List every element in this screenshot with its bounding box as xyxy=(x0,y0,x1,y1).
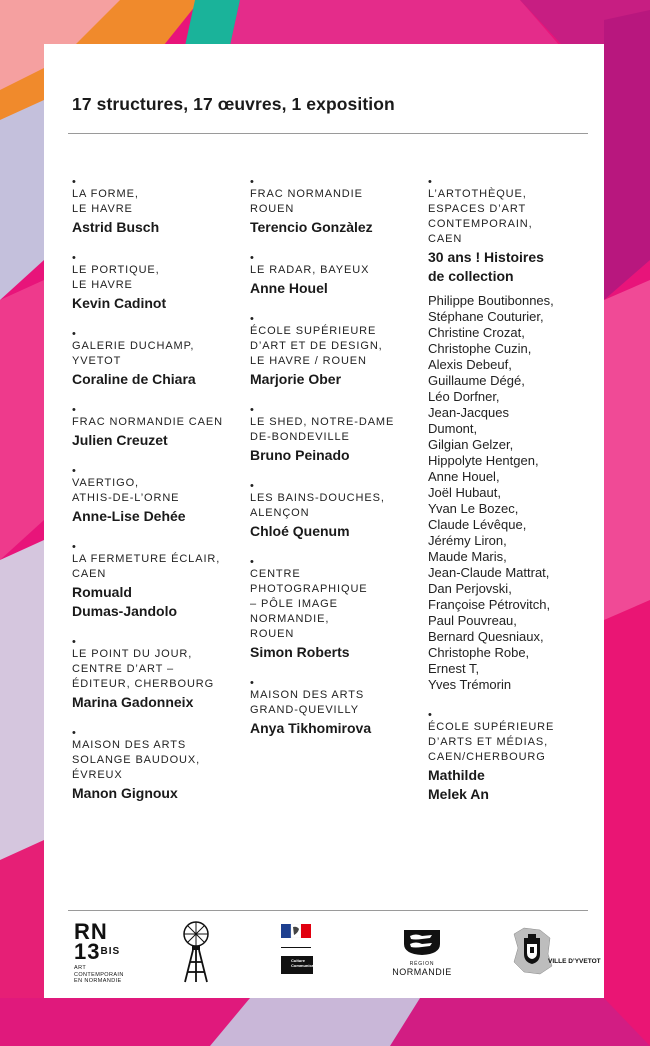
artist-list-item: Hippolyte Hentgen, xyxy=(428,453,539,468)
yvetot-name: VILLE D’YVETOT xyxy=(548,958,601,965)
exhibition-entry xyxy=(428,710,598,803)
artist-name: Simon Roberts xyxy=(250,644,350,660)
exhibition-entry xyxy=(250,314,420,388)
artist-name: Chloé Quenum xyxy=(250,523,350,539)
venue-line: YVETOT xyxy=(72,355,122,367)
artist-list-item: Jérémy Liron, xyxy=(428,533,507,548)
exhibition-entry xyxy=(250,481,420,540)
venue-line: ROUEN xyxy=(250,203,295,215)
artist-name: Romuald xyxy=(72,584,132,600)
bullet-icon: • xyxy=(72,252,76,264)
exhibition-entry xyxy=(250,177,420,236)
title-divider xyxy=(68,133,588,134)
marianne-icon xyxy=(281,924,311,938)
exhibition-entry xyxy=(428,177,598,693)
rn13-line2-wrap xyxy=(74,939,124,964)
exhibition-entry xyxy=(72,637,242,711)
venue-line: VAERTIGO, xyxy=(72,477,139,489)
venue-line: ALENÇON xyxy=(250,507,310,519)
rn13-line1: RN xyxy=(74,919,108,944)
bullet-icon: • xyxy=(250,556,254,568)
venue-line: LE HAVRE / ROUEN xyxy=(250,355,367,367)
venue-line: LE RADAR, BAYEUX xyxy=(250,264,370,276)
bullet-icon: • xyxy=(250,176,254,188)
venue-line: ESPACES D’ART xyxy=(428,203,527,215)
exhibition-entry xyxy=(72,728,242,802)
ministry-line1: Culture xyxy=(291,958,305,963)
ministry-culture-logo xyxy=(281,924,322,974)
artist-name: Coraline de Chiara xyxy=(72,371,196,387)
artist-list-item: Bernard Quesniaux, xyxy=(428,629,544,644)
exhibition-entry xyxy=(72,329,242,388)
venue-line: CAEN xyxy=(72,568,107,580)
venue-line: ÉCOLE SUPÉRIEURE xyxy=(428,721,555,733)
venue-line: ÉVREUX xyxy=(72,769,123,781)
artist-list-item: Paul Pouvreau, xyxy=(428,613,517,628)
artist-name: Julien Creuzet xyxy=(72,432,168,448)
artist-list-item: Maude Maris, xyxy=(428,549,507,564)
artist-list xyxy=(428,293,598,693)
bullet-icon: • xyxy=(250,480,254,492)
venue-line: GRAND-QUEVILLY xyxy=(250,704,359,716)
venue-line: DE-BONDEVILLE xyxy=(250,431,350,443)
venue-line: FRAC NORMANDIE xyxy=(250,188,363,200)
region-name: NORMANDIE xyxy=(392,967,452,977)
venue-line: LES BAINS-DOUCHES, xyxy=(250,492,385,504)
bullet-icon: • xyxy=(250,404,254,416)
bullet-icon: • xyxy=(72,541,76,553)
venue-line: LE HAVRE xyxy=(72,279,133,291)
bullet-icon: • xyxy=(72,328,76,340)
yvetot-map-crest-icon xyxy=(510,924,554,976)
normandy-lions-icon xyxy=(402,928,442,956)
artist-list-item: Christophe Robe, xyxy=(428,645,530,660)
exhibition-entry xyxy=(72,405,242,449)
bullet-icon: • xyxy=(72,404,76,416)
venue-line: PHOTOGRAPHIQUE xyxy=(250,583,368,595)
bullet-icon: • xyxy=(72,465,76,477)
venue-line: CENTRE D’ART – xyxy=(72,663,175,675)
column-2 xyxy=(250,177,420,754)
artist-list-item: Jean-Jacques xyxy=(428,405,509,420)
venue-line: FRAC NORMANDIE CAEN xyxy=(72,416,223,428)
artist-name: Marina Gadonneix xyxy=(72,694,194,710)
artist-list-item: Guillaume Dégé, xyxy=(428,373,525,388)
artist-list-item: Joël Hubaut, xyxy=(428,485,501,500)
bullet-icon: • xyxy=(250,252,254,264)
venue-line: LE POINT DU JOUR, xyxy=(72,648,193,660)
artist-list-item: Claude Lévêque, xyxy=(428,517,527,532)
artist-list-item: Yves Trémorin xyxy=(428,677,512,692)
venue-line: NORMANDIE, xyxy=(250,613,330,625)
logos-divider xyxy=(68,910,588,911)
bullet-icon: • xyxy=(72,636,76,648)
artist-list-item: Stéphane Couturier, xyxy=(428,309,544,324)
rn13-tag-1: ART xyxy=(74,965,87,971)
content-card xyxy=(44,44,604,998)
artist-name: Marjorie Ober xyxy=(250,371,342,387)
artist-name: Anne Houel xyxy=(250,280,328,296)
exhibition-entry xyxy=(72,542,242,620)
artist-name: Anya Tikhomirova xyxy=(250,720,372,736)
venue-line: L’ARTOTHÈQUE, xyxy=(428,188,527,200)
exhibition-entry xyxy=(250,253,420,297)
artist-list-item: Christophe Cuzin, xyxy=(428,341,532,356)
column-1 xyxy=(72,177,242,819)
venue-line: ÉDITEUR, CHERBOURG xyxy=(72,678,215,690)
artist-list-item: Dumont, xyxy=(428,421,478,436)
windmill-logo-icon xyxy=(176,920,216,984)
artist-list-item: Jean-Claude Mattrat, xyxy=(428,565,550,580)
page-title: 17 structures, 17 œuvres, 1 exposition xyxy=(72,94,395,114)
artist-name: Anne-Lise Dehée xyxy=(72,508,186,524)
venue-line: LE SHED, NOTRE-DAME xyxy=(250,416,395,428)
artist-name: de collection xyxy=(428,268,514,284)
artist-list-item: Gilgian Gelzer, xyxy=(428,437,514,452)
venue-line: LE HAVRE xyxy=(72,203,133,215)
venue-line: D’ART ET DE DESIGN, xyxy=(250,340,383,352)
artist-list-item: Anne Houel, xyxy=(428,469,500,484)
yvetot-logo xyxy=(510,924,601,981)
artist-list-item: Christine Crozat, xyxy=(428,325,525,340)
artist-list-item: Ernest T, xyxy=(428,661,480,676)
venue-line: ATHIS-DE-L’ORNE xyxy=(72,492,180,504)
venue-line: CAEN xyxy=(428,233,463,245)
venue-line: MAISON DES ARTS xyxy=(250,689,365,701)
artist-list-item: Alexis Debeuf, xyxy=(428,357,512,372)
exhibition-entry xyxy=(72,177,242,236)
rn13-tag-2: CONTEMPORAIN xyxy=(74,971,124,978)
exhibition-entry xyxy=(72,466,242,525)
ministry-line2: Communication xyxy=(291,963,322,968)
column-3 xyxy=(428,177,598,820)
artist-list-item: Léo Dorfner, xyxy=(428,389,500,404)
artist-name: Dumas-Jandolo xyxy=(72,603,178,619)
venue-line: CAEN/CHERBOURG xyxy=(428,751,546,763)
artist-name: Melek An xyxy=(428,786,489,802)
artist-name: Terencio Gonzàlez xyxy=(250,219,373,235)
bullet-icon: • xyxy=(72,727,76,739)
venue-line: – PÔLE IMAGE xyxy=(250,598,338,610)
venue-line: ÉCOLE SUPÉRIEURE xyxy=(250,325,377,337)
venue-line: D’ARTS ET MÉDIAS, xyxy=(428,736,549,748)
exhibition-entry xyxy=(250,557,420,661)
artist-name: Bruno Peinado xyxy=(250,447,350,463)
exhibition-entry xyxy=(250,678,420,737)
rn13bis-logo xyxy=(74,919,124,985)
venue-line: LA FERMETURE ÉCLAIR, xyxy=(72,553,221,565)
artist-list-item: Yvan Le Bozec, xyxy=(428,501,519,516)
artist-name: Manon Gignoux xyxy=(72,785,178,801)
venue-line: LA FORME, xyxy=(72,188,139,200)
artist-name: Astrid Busch xyxy=(72,219,160,235)
artist-name: Kevin Cadinot xyxy=(72,295,167,311)
region-normandie-logo xyxy=(389,928,455,977)
bullet-icon: • xyxy=(250,313,254,325)
venue-line: ROUEN xyxy=(250,628,295,640)
rn13-bis: BIS xyxy=(100,946,121,957)
venue-line: GALERIE DUCHAMP, xyxy=(72,340,195,352)
artist-name: 30 ans ! Histoires xyxy=(428,249,544,265)
exhibition-entry xyxy=(250,405,420,464)
venue-line: SOLANGE BAUDOUX, xyxy=(72,754,201,766)
venue-line: LE PORTIQUE, xyxy=(72,264,160,276)
venue-line: MAISON DES ARTS xyxy=(72,739,187,751)
venue-line: CENTRE xyxy=(250,568,301,580)
venue-line: CONTEMPORAIN, xyxy=(428,218,533,230)
rn13-tag-3: EN NORMANDIE xyxy=(74,978,122,984)
artist-name: Mathilde xyxy=(428,767,485,783)
artist-list-item: Françoise Pétrovitch, xyxy=(428,597,551,612)
bullet-icon: • xyxy=(428,709,432,721)
bullet-icon: • xyxy=(250,677,254,689)
artist-list-item: Dan Perjovski, xyxy=(428,581,512,596)
bullet-icon: • xyxy=(428,176,432,188)
rn13-line2: 13 xyxy=(74,939,101,964)
partner-logos xyxy=(44,914,604,994)
artist-list-item: Philippe Boutibonnes, xyxy=(428,293,554,308)
exhibition-entry xyxy=(72,253,242,312)
region-small-text: RÉGION xyxy=(409,961,435,967)
bullet-icon: • xyxy=(72,176,76,188)
